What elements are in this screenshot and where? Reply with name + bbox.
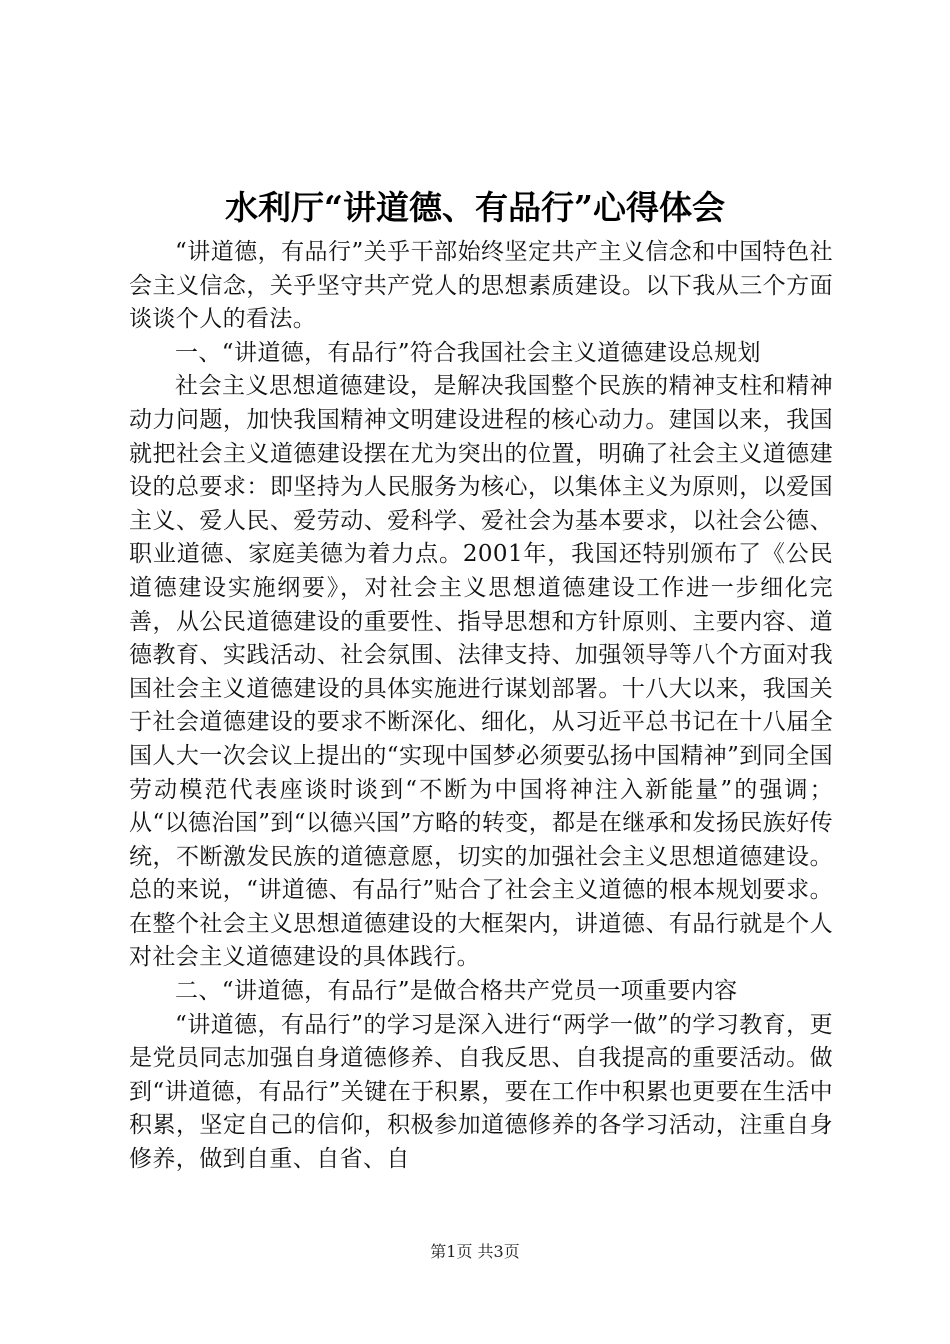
section-heading-1: 一、“讲道德，有品行”符合我国社会主义道德建设总规划 bbox=[175, 339, 761, 366]
section-heading-2: 二、“讲道德，有品行”是做合格共产党员一项重要内容 bbox=[175, 978, 738, 1005]
paragraph-section-2-body: “讲道德，有品行”的学习是深入进行“两学一做”的学习教育，更是党员同志加强自身道德修养、自我反思、自我提高的重要活动。做到“讲道德，有品行”关键在于积累，要在工作中积累也更要在生活中积累，坚定自己的信仰，积极参加道德修养的各学习活动，注重自身修养，做到自重、自省、自 bbox=[129, 1011, 833, 1173]
paragraph-section-1-body: 社会主义思想道德建设，是解决我国整个民族的精神支柱和精神动力问题，加快我国精神文明建设进程的核心动力。建国以来，我国就把社会主义道德建设摆在尤为突出的位置，明确了社会主义道德建设的总要求：即坚持为人民服务为核心，以集体主义为原则，以爱国主义、爱人民、爱劳动、爱科学、爱社会为基本要求，以社会公德、职业道德、家庭美德为着力点。2001年，我国还特别颁布了《公民道德建设实施纲要》，对社会主义思想道德建设工作进一步细化完善，从公民道德建设的重要性、指导思想和方针原则、主要内容、道德教育、实践活动、社会氛围、法律支持、加强领导等八个方面对我国社会主义道德建设的具体实施进行谋划部署。十八大以来，我国关于社会道德建设的要求不断深化、细化，从习近平总书记在十八届全国人大一次会议上提出的“实现中国梦必须要弘扬中国精神”到同全国劳动模范代表座谈时谈到“不断为中国将神注入新能量”的强调；从“以德治国”到“以德兴国”方略的转变，都是在继承和发扬民族好传统，不断激发民族的道德意愿，切实的加强社会主义思想道德建设。总的来说，“讲道德、有品行”贴合了社会主义道德的根本规划要求。在整个社会主义思想道德建设的大框架内，讲道德、有品行就是个人对社会主义道德建设的具体践行。 bbox=[129, 373, 833, 971]
paragraph-intro: “讲道德，有品行”关乎干部始终坚定共产主义信念和中国特色社会主义信念，关乎坚守共产党人的思想素质建设。以下我从三个方面谈谈个人的看法。 bbox=[129, 239, 833, 333]
page-number-footer: 第1页 共3页 bbox=[430, 1242, 520, 1261]
document-title: 水利厅“讲道德、有品行”心得体会 bbox=[225, 188, 725, 227]
document-body bbox=[129, 236, 833, 1177]
